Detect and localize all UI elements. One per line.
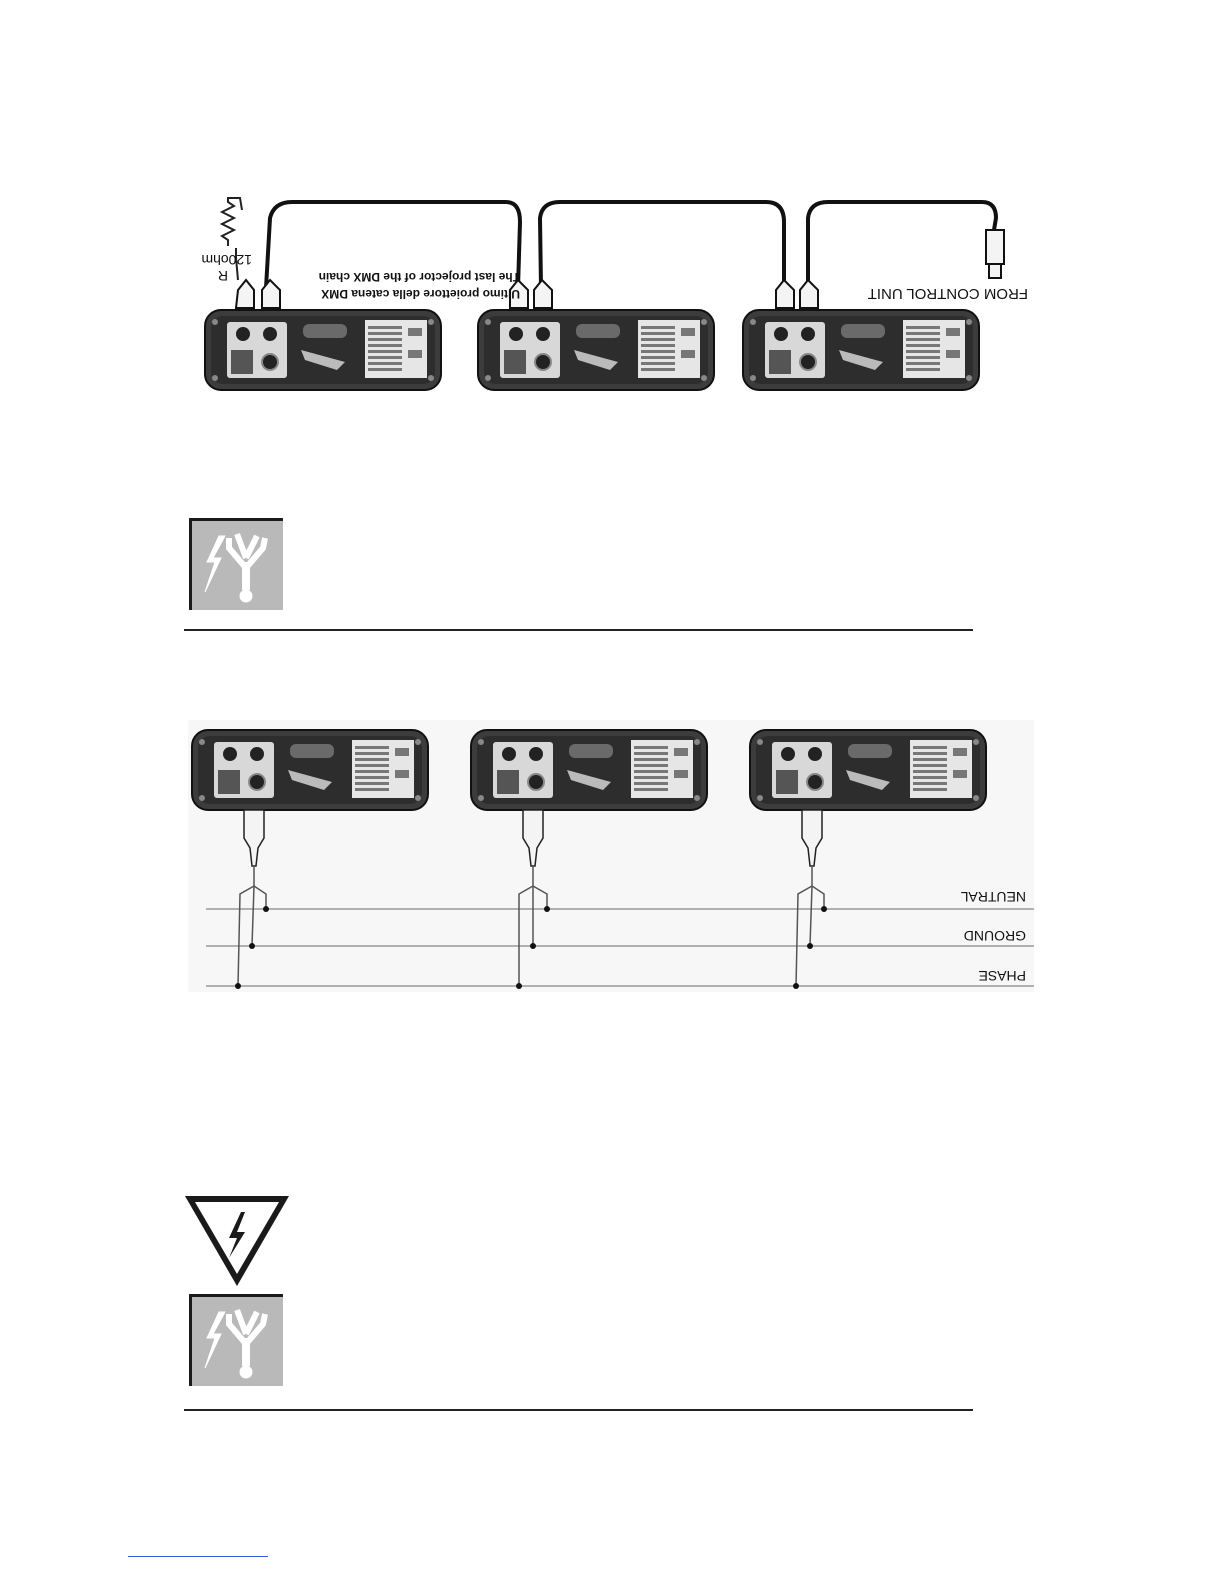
electrocution-warning-icon xyxy=(189,518,283,610)
dmx-projector xyxy=(478,310,714,390)
resistor-value: 120ohm xyxy=(201,252,252,268)
section-divider xyxy=(184,629,973,631)
dmx-projector xyxy=(743,310,979,390)
dmx-last-projector-en: The last projector of the DMX chain xyxy=(318,270,520,284)
section-divider xyxy=(184,1409,973,1411)
dmx-projector xyxy=(205,310,441,390)
high-voltage-triangle-icon xyxy=(183,1194,291,1288)
phase-label: PHASE xyxy=(978,968,1026,984)
power-projector xyxy=(750,730,986,810)
power-connection-diagram xyxy=(188,720,1034,992)
power-projector xyxy=(192,730,428,810)
footer-link-underline[interactable] xyxy=(128,1556,268,1557)
ground-label: GROUND xyxy=(963,928,1026,944)
resistor-label xyxy=(192,252,252,284)
power-projector xyxy=(471,730,707,810)
neutral-label: NEUTRAL xyxy=(960,889,1026,905)
dmx-last-projector-it: Ultimo proiettore della catena DMX xyxy=(321,287,520,301)
dmx-from-control-label: FROM CONTROL UNIT xyxy=(867,285,1028,302)
resistor-letter: R xyxy=(217,268,228,284)
electrocution-warning-icon xyxy=(189,1294,283,1386)
dmx-last-projector-label xyxy=(280,268,520,302)
